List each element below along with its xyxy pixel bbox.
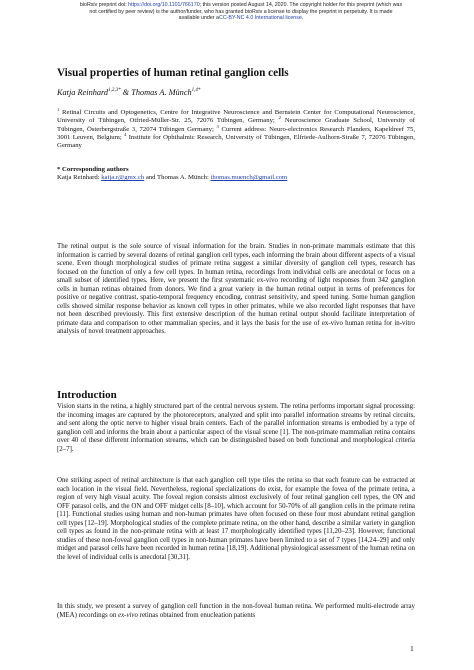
intro-paragraph-2: One striking aspect of retinal architecture is that each ganglion cell type tiles the retina so that each feature can be extracted at each location in the visual field. Nevertheless, regional specializations do exist, for example the fovea of the primate retina, a region of very high visual acuity. The foveal region consists almost exclusively of four retinal ganglion cell types, the ON and OFF parasol cells, and the ON and OFF midget cells [8–10], which account for 50-70% of all ganglion cells in the primate retina [11]. Functional studies using human and non-human primates have often focused on these four most abundant retinal ganglion cell types [12–19]. Morphological studies of the complete primate retina, on the other hand, describe a similar variety in ganglion cell types as found in the non-primate retina with at least 17 morphologically identified types [11,20–23]. However, functional studies of these non-foveal ganglion cell types in non-human primates have been limited to a set of 7 types [14,24–29] and only midget and parasol cells have been recorded in human retina [18,19]. Additional physiological assessment of the human retina on the level of individual cells is anecdotal [30,31]. <box>57 477 415 561</box>
affil-3: Current address: Neuro-electronics Research Flanders, Kapeldreef 75, 3001 Leuven, Belgium; <box>57 125 415 141</box>
correspondence-heading: * Corresponding authors <box>57 166 129 173</box>
corr-name-1: Katja Reinhard: <box>57 174 102 182</box>
license-link[interactable]: CC-BY-NC 4.0 International license <box>219 15 302 22</box>
doi-link[interactable]: https://doi.org/10.1101/766170 <box>128 2 200 8</box>
affil-2-number: 2 <box>278 115 281 121</box>
email-link-1[interactable]: katja.r@gmx.ch <box>101 174 145 182</box>
preprint-line-2: not certified by peer review) is the author/funder, who has granted bioRxiv a license to display the preprint in perpetuity. It is made <box>89 8 393 15</box>
author-2: Thomas A. Münch <box>131 88 192 97</box>
author-1: Katja Reinhard <box>57 88 109 97</box>
email-link-2[interactable]: thomas.muench@gmail.com <box>210 174 288 182</box>
correspondence-line <box>57 174 415 182</box>
intro-paragraph-3 <box>57 603 415 620</box>
intro-p3-end: retinas obtained from enucleation patients <box>137 611 256 619</box>
affil-4-number: 4 <box>124 131 127 137</box>
license-prefix: available under a <box>178 15 220 22</box>
preprint-prefix: bioRxiv preprint doi: <box>79 2 129 8</box>
author-list <box>57 88 200 97</box>
affil-4: Institute for Ophthalmic Research, University of Tübingen, Elfriede-Aulhorn-Straße 7, 72076 Tübingen, Germany <box>57 133 415 150</box>
preprint-notice <box>46 2 436 22</box>
introduction-heading: Introduction <box>57 389 117 401</box>
preprint-line-3 <box>46 15 436 22</box>
affil-1-number: 1 <box>57 106 60 112</box>
affil-1: Retinal Circuits and Optogenetics, Centre for Integrative Neuroscience and Bernstein Center for Computational Neuroscience, University of Tübingen, Otfried-Müller-Str. 25, 72076 Tübingen, Germany; <box>57 109 415 125</box>
author-2-affiliation: 1,4* <box>191 88 201 94</box>
affil-3-number: 3 <box>216 123 219 129</box>
intro-paragraph-1: Vision starts in the retina, a highly structured part of the central nervous system. The retina performs important signal processing: the incoming images are captured by the photoreceptors, analyzed and split into parallel information streams by retinal circuits, and sent along the optic nerve to higher visual brain centers. Each of the parallel information streams is embodied by a type of ganglion cell and informs the brain about a particular aspect of the visual scene [1]. The non-primate mammalian retina contains over 40 of these different information streams, which can be distinguished based on both functional and morphological criteria [2–7]. <box>57 403 415 453</box>
intro-p3-emphasis: ex-vivo <box>118 611 138 619</box>
intro-p3-start: In this study, we present a survey of ganglion cell function in the non-foveal human retina. We performed multi-electrode array (MEA) recordings on <box>57 603 415 619</box>
preprint-line-1 <box>46 2 436 9</box>
correspondence <box>57 166 415 183</box>
author-connector: & <box>120 88 132 97</box>
preprint-suffix: ; this version posted August 14, 2020. The copyright holder for this preprint (which was <box>199 2 403 8</box>
page-number: 1 <box>410 644 414 653</box>
affil-2: Neuroscience Graduate School, University of Tübingen, Österbergstraße 3, 72074 Tübingen Germany; <box>57 117 416 133</box>
license-suffix: . <box>301 15 304 22</box>
paper-title: Visual properties of human retinal ganglion cells <box>57 67 289 79</box>
author-1-affiliation: 1,2,3* <box>108 88 121 94</box>
affiliations <box>57 106 416 150</box>
corr-and: and Thomas A. Münch: <box>144 174 211 182</box>
abstract: The retinal output is the sole source of visual information for the brain. Studies in non-primate mammals estimate that this information is carried by several dozens of retinal ganglion cell types, each informing the brain about different aspects of a visual scene. Even though morphological studies of primate retina suggest a similar diversity of ganglion cell types, research has focused on the function of only a few cell types. In human retina, recordings from individual cells are anecdotal or focus on a small subset of identified types. Here, we present the first systematic ex-vivo recording of light responses from 342 ganglion cells in human retinas obtained from donors. We find a great variety in the human retinal output in terms of preferences for positive or negative contrast, spatio-temporal frequency encoding, contrast sensitivity, and speed tuning. Some human ganglion cells showed similar response behavior as known cell types in other primates, while we also recorded light responses that have not been described previously. This first extensive description of the human retinal output should facilitate interpretation of primate data and comparison to other mammalian species, and it lays the basis for the use of ex-vivo human retina for in-vitro analysis of novel treatment approaches. <box>57 243 415 336</box>
